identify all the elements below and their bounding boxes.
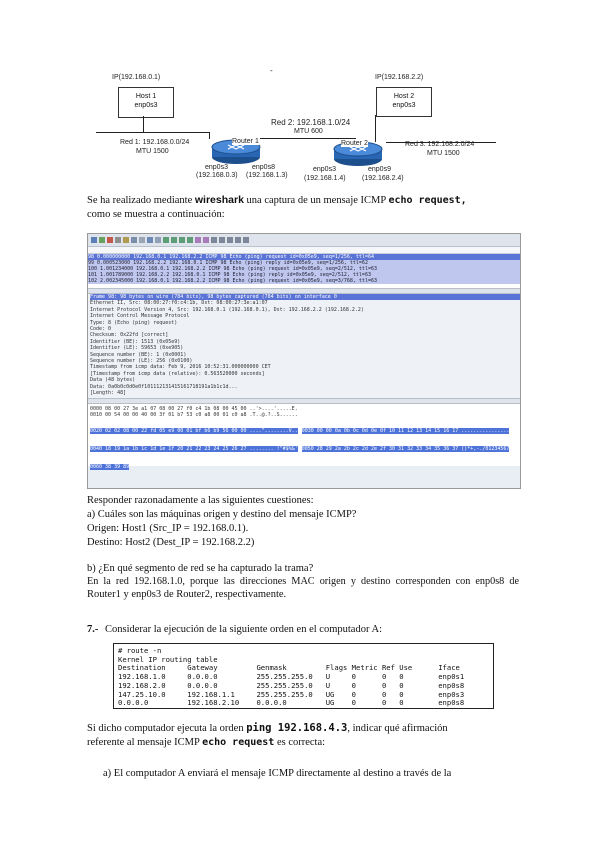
answer-b-line-1: En la red 192.168.1.0, porque las direcciones MAC origen y destino corresponden con enp0s8 de [87,576,519,587]
page-mark: - [270,66,273,75]
red3-mtu: MTU 1500 [427,150,460,157]
toolbar-start-icon[interactable] [99,237,105,243]
detail-line[interactable]: Sequence number (BE): 1 (0x0001) [90,351,187,358]
question-7-paragraph-line-2 [87,736,325,749]
packet-row[interactable]: 98 0.000000000 192.168.0.1 192.168.2.2 ICMP 98 Echo (ping) request id=0x05e9, seq=1/256, ttl=64 [88,254,520,260]
packet-row[interactable]: 99 0.000523000 192.168.2.2 192.168.0.1 ICMP 98 Echo (ping) reply id=0x05e9, seq=1/256, ttl=62 [88,260,520,266]
p2-message: echo request [202,737,275,748]
detail-line[interactable]: Ethernet II, Src: 08:00:27:f0:c4:1b, Dst: 08:00:27:3e:a1:07 [90,300,268,307]
intro-line-1 [87,194,467,207]
question-b: b) ¿En qué segmento de red se ha capturado la trama? [87,563,314,574]
toolbar-save-icon[interactable] [131,237,137,243]
question-7-number: 7.- [87,624,99,635]
display-filter-bar[interactable] [88,247,520,254]
hex-pane [88,404,520,470]
host2-name: Host 2 [393,93,415,100]
questions-intro: Responder razonadamente a las siguientes cuestiones: [87,495,314,506]
detail-line[interactable]: Internet Control Message Protocol [90,313,190,320]
router1-if-a: enp0s3 [205,164,228,171]
router2-ip-a: (192.168.1.4) [304,175,346,182]
red3-label: Red 3: 192.168.2.0/24 [405,141,475,148]
option-a: a) El computador A enviará el mensaje ICMP directamente al destino a través de la [103,768,452,779]
router1-if-b: enp0s8 [252,164,275,171]
host1-ip: IP(192.168.0.1) [112,74,161,81]
toolbar-top-icon[interactable] [195,237,201,243]
router2-if-a: enp0s3 [313,166,336,173]
hex-line: 0020 02 02 08 00 22 fd 05 e9 00 01 bf b6 b9 56 00 00 ...."........V.. [90,427,298,434]
router2-if-b: enp0s9 [368,166,391,173]
toolbar-zoom-in-icon[interactable] [219,237,225,243]
toolbar-restart-icon[interactable] [115,237,121,243]
question-a: a) Cuáles son las máquinas origen y destino del mensaje ICMP? [87,509,357,520]
toolbar-resize-icon[interactable] [243,237,249,243]
wireshark-toolbar [88,234,520,247]
detail-line[interactable]: [Timestamp from icmp data (relative): 0.563520000 seconds] [90,370,265,377]
intro-tool: wireshark [194,194,244,206]
routing-table-row: 0.0.0.0 192.168.2.10 0.0.0.0 UG 0 0 0 enp0s8 [118,698,465,708]
red2-label: Red 2: 192.168.1.0/24 [271,118,351,127]
packet-row[interactable]: 102 2.002345000 192.168.0.1 192.168.2.2 ICMP 98 Echo (ping) request id=0x05e9, seq=3/768, ttl=63 [88,278,520,284]
question-7-paragraph-line-1 [87,722,448,735]
toolbar-back-icon[interactable] [171,237,177,243]
toolbar-stop-icon[interactable] [107,237,113,243]
detail-line[interactable]: Internet Protocol Version 4, Src: 192.168.0.1 (192.168.0.1), Dst: 192.168.2.2 (192.168.2.2) [90,306,364,313]
host2-iface: enp0s3 [392,102,416,109]
toolbar-folder-icon[interactable] [123,237,129,243]
routing-table-header: Destination Gateway Genmask Flags Metric Ref Use Iface [118,663,460,673]
router2-ip-b: (192.168.2.4) [362,175,404,182]
red1-label: Red 1: 192.168.0.0/24 [120,139,190,146]
detail-line[interactable]: Identifier (LE): 59653 (0xe905) [90,345,184,352]
detail-line[interactable]: Data (48 bytes) [90,377,136,384]
detail-line[interactable]: Sequence number (LE): 256 (0x0100) [90,358,193,365]
route-command: # route -n [118,646,162,655]
router2-name: Router 2 [341,140,368,147]
intro-line-2: como se muestra a continuación: [87,209,225,220]
wireshark-capture [87,233,521,489]
routing-table-row: 192.168.2.0 0.0.0.0 255.255.255.0 U 0 0 0 enp0s8 [118,680,465,690]
toolbar-close-icon[interactable] [139,237,145,243]
detail-line[interactable]: [Length: 48] [90,390,127,397]
routing-table-box [113,643,494,709]
router1-name: Router 1 [232,138,259,145]
p1-post: , indicar qué afirmación [347,723,448,734]
packet-row[interactable]: 101 1.001789000 192.168.2.2 192.168.0.1 ICMP 98 Echo (ping) reply id=0x05e9, seq=2/512, ttl=63 [88,272,520,278]
router1-ip-a: (192.168.0.3) [196,172,238,179]
router1-ip-b: (192.168.1.3) [246,172,288,179]
toolbar-reload-icon[interactable] [147,237,153,243]
packet-row[interactable]: 100 1.001234000 192.168.0.1 192.168.2.2 ICMP 98 Echo (ping) request id=0x05e9, seq=2/512, ttl=63 [88,266,520,272]
red1-bus [96,132,209,133]
hex-line: 0010 00 54 00 00 40 00 3f 01 b7 53 c0 a8 00 01 c0 a8 .T..@.?..S...... [90,412,298,419]
red2-mtu: MTU 600 [294,128,323,135]
hex-line: 0050 28 29 2a 2b 2c 2d 2e 2f 30 31 32 33 34 35 36 37 ()*+,-./01234567 [301,445,510,452]
detail-line[interactable]: Code: 0 [90,326,112,333]
hex-line: 0030 00 00 0a 0b 0c 0d 0e 0f 10 11 12 13 14 15 16 17 ................ [301,427,510,434]
toolbar-zoom-reset-icon[interactable] [235,237,241,243]
hex-line: 0000 08 00 27 3e a1 07 08 00 27 f0 c4 1b 08 00 45 00 ..'>....'.....E. [90,406,298,412]
host1-name: Host 1 [135,93,157,100]
answer-origen: Origen: Host1 (Src_IP = 192.168.0.1). [87,523,249,534]
toolbar-colorize-icon[interactable] [211,237,217,243]
toolbar-find-icon[interactable] [163,237,169,243]
toolbar-bottom-icon[interactable] [203,237,209,243]
packet-details [88,294,520,398]
routing-table-title: Kernel IP routing table [118,654,218,664]
toolbar-open-icon[interactable] [91,237,97,243]
hex-line: 0060 38 39 89 [90,463,130,470]
frame-summary[interactable]: Frame 98: 98 bytes on wire (784 bits), 98 bytes captured (784 bits) on interface 0 [90,294,520,300]
toolbar-print-icon[interactable] [155,237,161,243]
hex-line: 0040 18 19 1a 1b 1c 1d 1e 1f 20 21 22 23 24 25 26 27 ........ !"#$%&' [90,445,298,452]
answer-destino: Destino: Host2 (Dest_IP = 192.168.2.2) [87,537,255,548]
toolbar-forward-icon[interactable] [179,237,185,243]
toolbar-goto-icon[interactable] [187,237,193,243]
p1-command: ping 192.168.4.3 [246,722,348,734]
host1-box [118,87,174,118]
toolbar-zoom-out-icon[interactable] [227,237,233,243]
host2-ip: IP(192.168.2.2) [375,74,424,81]
intro-msg: echo request, [388,195,467,206]
host1-link [143,116,144,132]
routing-table-row: 147.25.10.0 192.168.1.1 255.255.255.0 UG 0 0 0 enp0s3 [118,689,465,699]
answer-b-line-2: Router1 y enp0s3 de Router2, respectivamente. [87,589,287,600]
detail-line[interactable]: Timestamp from icmp data: Feb 9, 2016 10:52:31.000000000 CET [90,364,271,371]
routing-table-row: 192.168.1.0 0.0.0.0 255.255.255.0 U 0 0 0 enp0s1 [118,672,465,682]
p2-pre: referente al mensaje ICMP [87,737,203,748]
p1-pre: Si dicho computador ejecuta la orden [87,723,247,734]
intro-pre: Se ha realizado mediante [87,195,195,206]
host2-box [376,87,432,117]
red1-mtu: MTU 1500 [136,148,169,155]
intro-mid: una captura de un mensaje ICMP [243,195,389,206]
host1-iface: enp0s3 [134,102,158,109]
detail-line[interactable]: Checksum: 0x22fd [correct] [90,332,169,339]
question-7-heading [87,623,382,636]
packet-list [88,254,520,288]
detail-line[interactable]: Type: 8 (Echo (ping) request) [90,319,178,326]
p2-post: es correcta: [274,737,326,748]
question-7-title: Considerar la ejecución de la siguiente orden en el computador A: [105,624,382,635]
detail-line[interactable]: Data: 0a0b0c0d0e0f101112131415161718191a1b1c1d... [90,383,238,390]
detail-line[interactable]: Identifier (BE): 1513 (0x05e9) [90,338,181,345]
